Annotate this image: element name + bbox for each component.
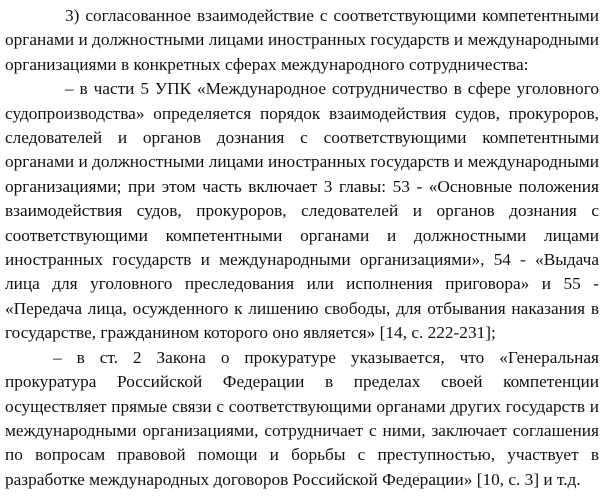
paragraph-prosecutor-law: – в ст. 2 Закона о прокуратуре указывается, что «Генеральная прокуратура Российской Федерации в пределах своей компетенции осуществляет прямые связи с соответствующими органами других государств и международными организациями, сотрудничает с ними, заключает соглашения по вопросам правовой помощи и борьбы с преступностью, участвует в разработке международных договоров Российской Федерации» [10, с. 3] и т.д. xyxy=(5,347,599,489)
paragraph-upk-part-5: – в части 5 УПК «Международное сотрудничество в сфере уголовного судопроизводства» определяется порядок взаимодействия судов, прокуроров, следователей и органов дознания с соответствующими компетентными органами и должностными лицами иностранных государств и международными организациями; при этом часть включает 3 главы: 53 - «Основные положения взаимодействия судов, прокуроров, следователей и органов дознания с соответствующими компетентными органами и должностными лицами иностранных государств и международными организациями», 54 - «Выдача лица для уголовного преследования или исполнения приговора» и 55 - «Передача лица, осужденного к лишению свободы, для отбывания наказания в государстве, гражданином которого оно является» [14, с. 222-231]; xyxy=(5,79,599,343)
paragraph-cooperation-spheres: 3) согласованное взаимодействие с соответствующими компетентными органами и должностными лицами иностранных государств и международными организациями в конкретных сферах международного сотрудничества: xyxy=(5,6,599,74)
